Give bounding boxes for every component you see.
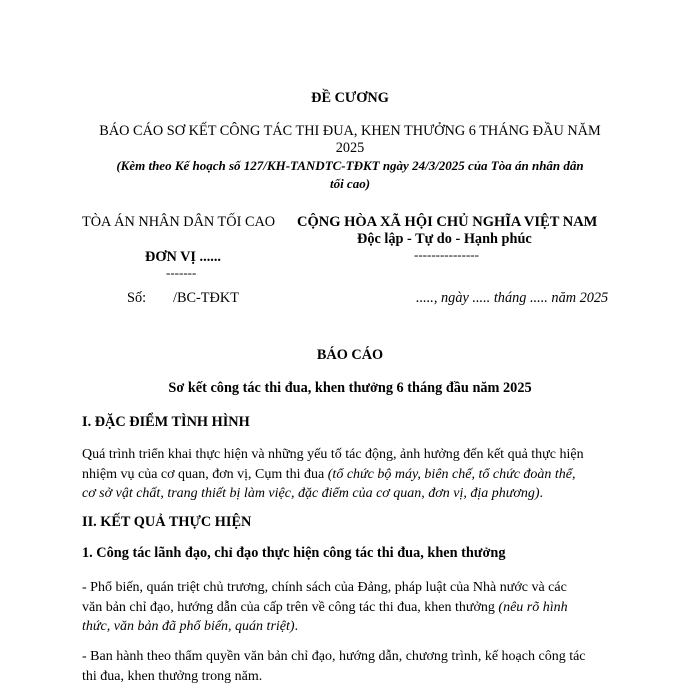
outline-note-line2: tối cao): [329, 176, 371, 191]
unit-rule: -------: [166, 265, 197, 280]
outline-title: ĐỀ CƯƠNG: [311, 90, 389, 106]
outline-subtitle-line1: BÁO CÁO SƠ KẾT CÔNG TÁC THI ĐUA, KHEN THƯỞNG 6 THÁNG ĐẦU NĂM: [99, 123, 601, 139]
date-line: ....., ngày ..... tháng ..... năm 2025: [416, 290, 609, 306]
section1-line: nhiệm vụ của cơ quan, đơn vị, Cụm thi đua (tổ chức bộ máy, biên chế, tổ chức đoàn thể,: [82, 466, 576, 482]
bullet1-line: văn bản chỉ đạo, hướng dẫn của cấp trên về công tác thi đua, khen thưởng (nêu rõ hình: [82, 599, 568, 615]
section1-line: cơ sở vật chất, trang thiết bị làm việc, đặc điểm của cơ quan, đơn vị, địa phương).: [82, 486, 544, 501]
report-title: BÁO CÁO: [316, 347, 384, 363]
motto-rule: ---------------: [414, 247, 479, 262]
unit-name: ĐƠN VỊ ......: [145, 249, 221, 265]
bullet-2: [82, 647, 622, 686]
bullet2-line: - Ban hành theo thẩm quyền văn bản chỉ đạo, hướng dẫn, chương trình, kế hoạch công tác: [82, 649, 586, 664]
motto: Độc lập - Tự do - Hạnh phúc: [357, 231, 532, 247]
outline-note-line1: (Kèm theo Kế hoạch số 127/KH-TANDTC-TĐKT ngày 24/3/2025 của Tòa án nhân dân: [116, 158, 584, 173]
section1-paragraph: [82, 445, 622, 504]
bullet2-line: thi đua, khen thưởng trong năm.: [82, 668, 263, 684]
org-name: TÒA ÁN NHÂN DÂN TỐI CAO: [82, 214, 276, 230]
bullet-1: [82, 578, 622, 637]
bullet1-line: - Phổ biến, quán triệt chủ trương, chính sách của Đảng, pháp luật của Nhà nước và các: [82, 580, 567, 595]
bullet1-line: thức, văn bản đã phổ biến, quán triệt).: [82, 619, 299, 634]
subsection1-heading: 1. Công tác lãnh đạo, chỉ đạo thực hiện công tác thi đua, khen thưởng: [82, 545, 506, 561]
section1-heading: I. ĐẶC ĐIỂM TÌNH HÌNH: [82, 414, 250, 430]
section1-line: Quá trình triển khai thực hiện và những yếu tố tác động, ảnh hưởng đến kết quả thực hiện: [82, 447, 584, 462]
republic-name: CỘNG HÒA XÃ HỘI CHỦ NGHĨA VIỆT NAM: [297, 214, 598, 230]
report-subtitle: Sơ kết công tác thi đua, khen thưởng 6 tháng đầu năm 2025: [168, 380, 532, 396]
outline-subtitle-line2: 2025: [335, 140, 365, 156]
number-value: /BC-TĐKT: [173, 290, 239, 306]
section2-heading: II. KẾT QUẢ THỰC HIỆN: [82, 514, 252, 530]
number-label: Số:: [127, 290, 147, 306]
